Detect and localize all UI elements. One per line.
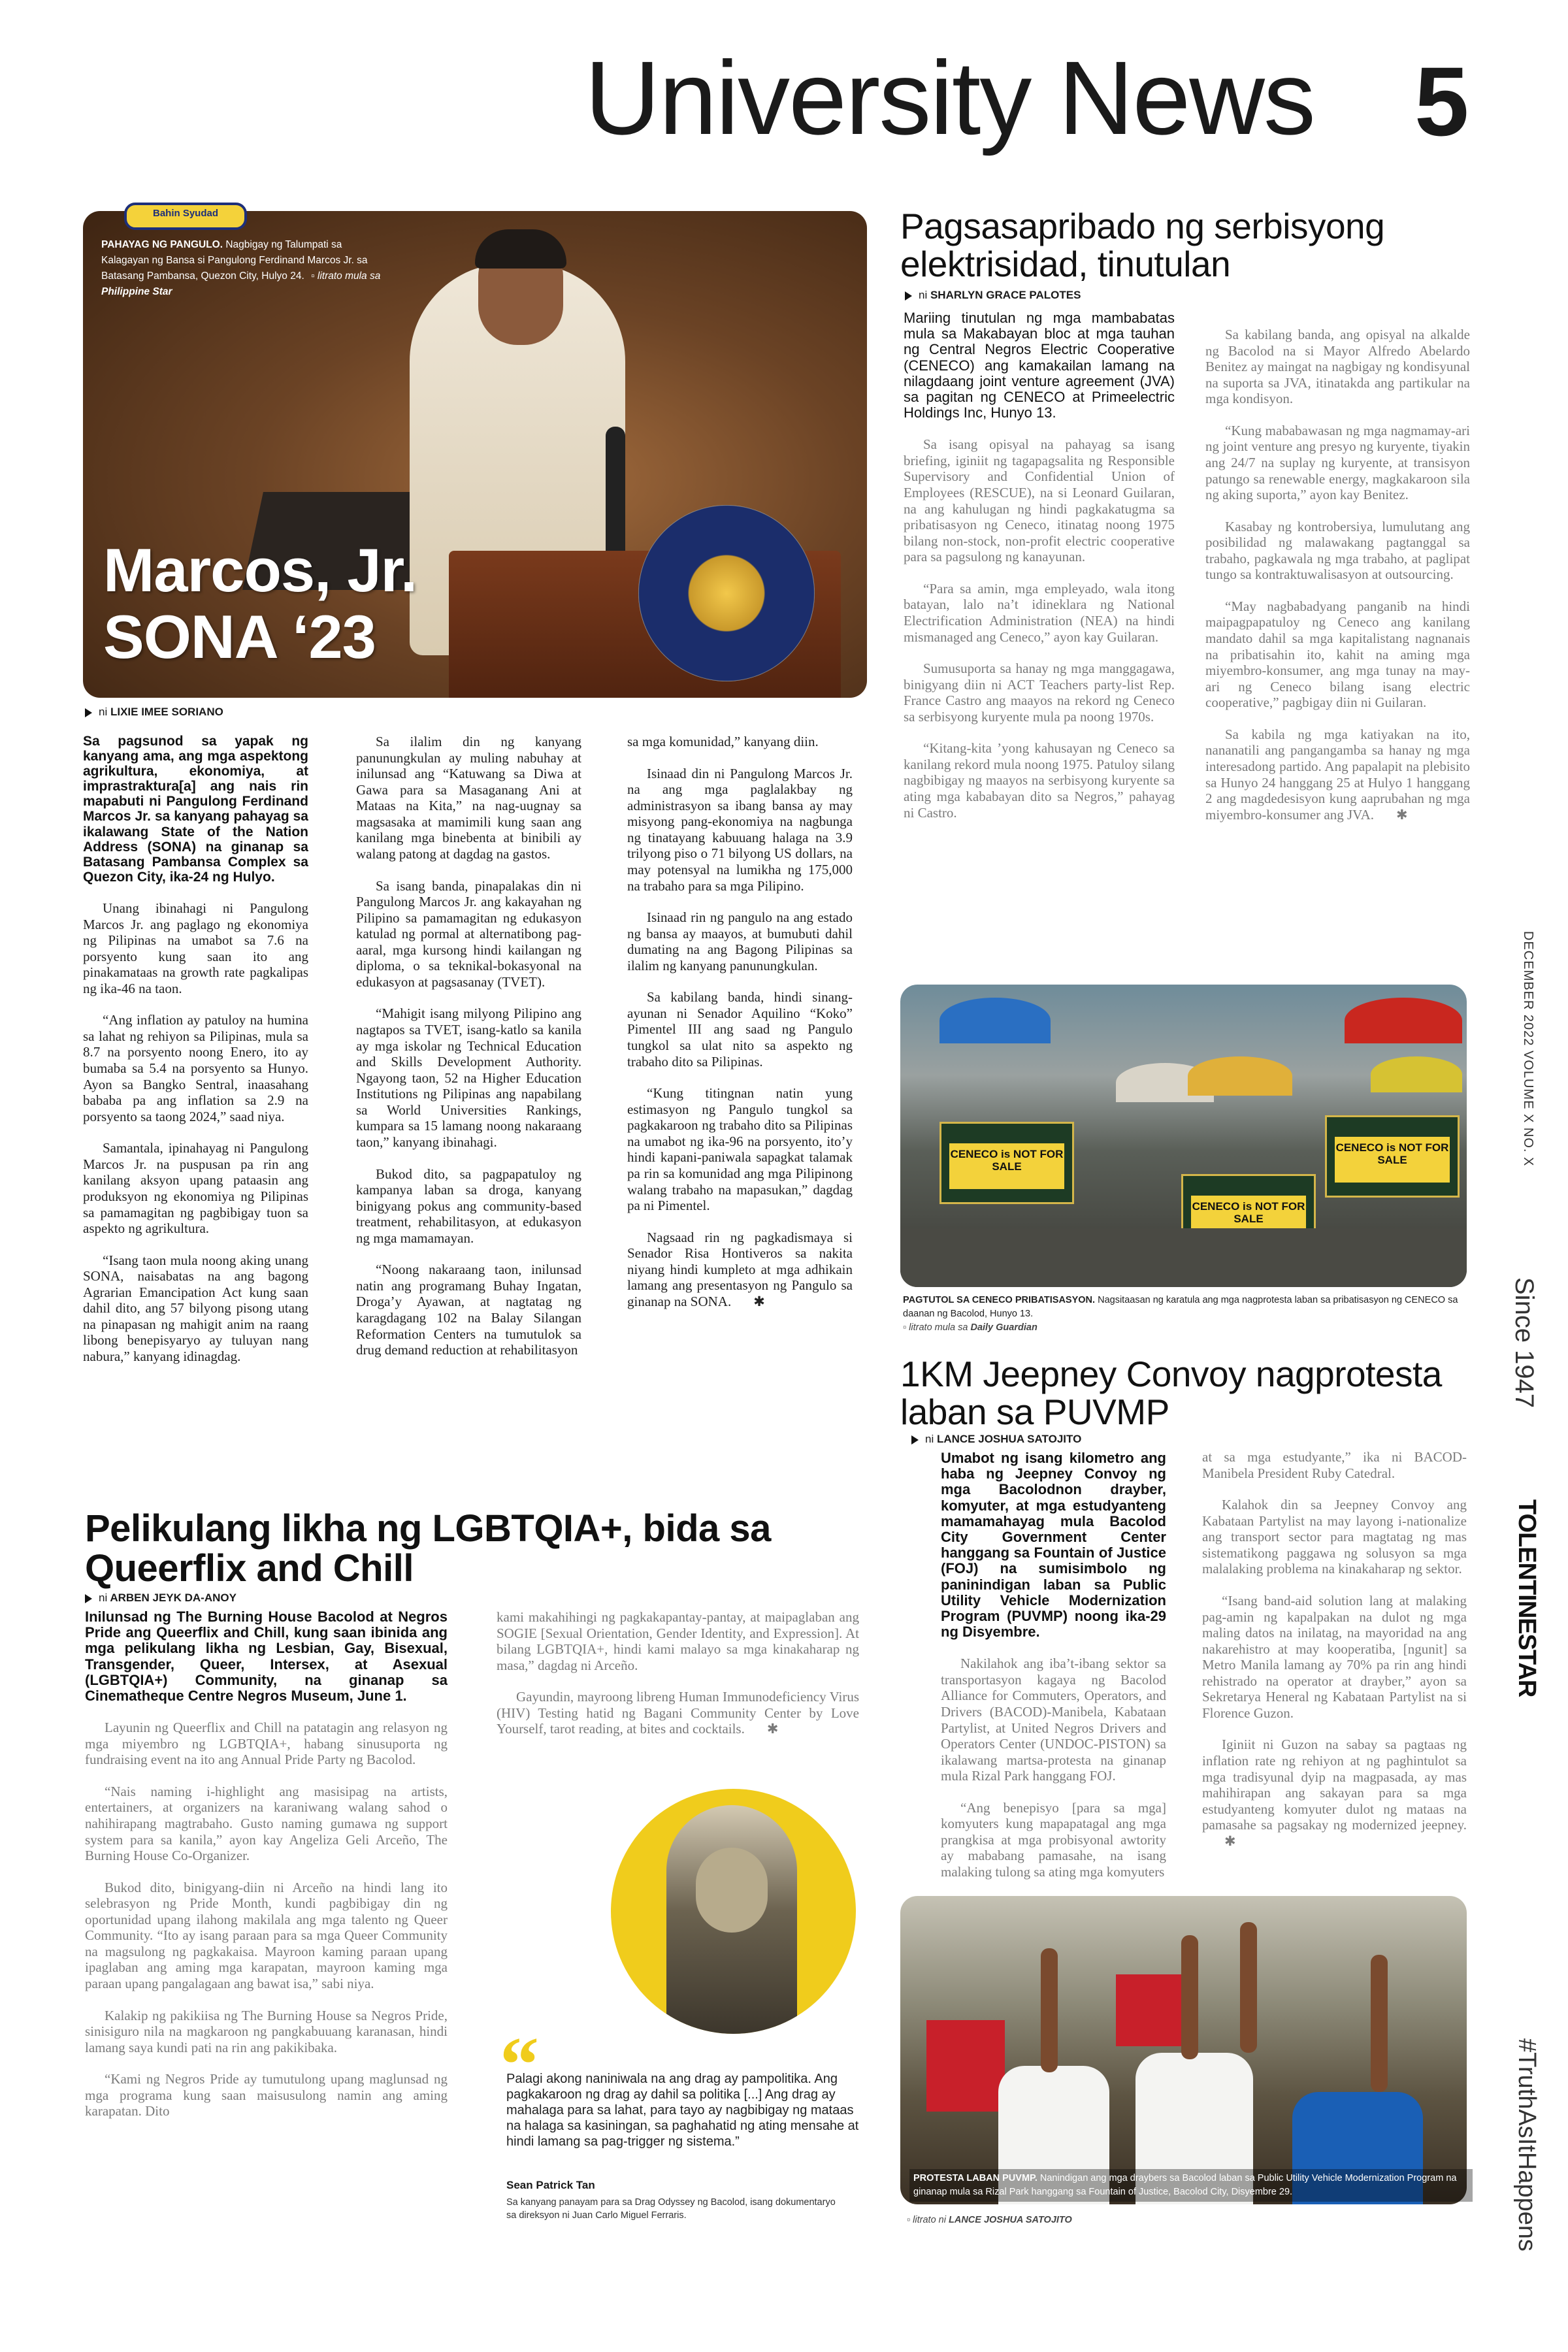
sona-paragraph: Bukod dito, sa pagpapatuloy ng kampanya laban sa droga, kanyang binigyang pokus ang community-based treatment, rehabilitasyon, at edukasyon ng mga mamamayan.	[356, 1166, 581, 1246]
jeepney-paragraph: “Ang benepisyo [para sa mga] komyuters kung mapapatagal ang mga prangkisa at mga probisyonal awtority ay mababang pamasahe, na isang malaking tulong sa ating mga komyuters	[941, 1799, 1166, 1880]
performer-face	[696, 1848, 768, 1933]
protest-banner	[939, 1122, 1074, 1204]
issue-date-volume: DECEMBER 2022 VOLUME X NO. X	[1521, 931, 1535, 1167]
lgbt-paragraph	[497, 1689, 859, 1737]
umbrella-shape	[1188, 1056, 1292, 1096]
sona-byline	[85, 706, 223, 719]
umbrella-shape	[1345, 998, 1462, 1043]
ceneco-credit-prefix: litrato mula sa	[909, 1322, 968, 1333]
ceneco-paragraph: Sa kabilang banda, ang opisyal na alkalde ng Bacolod na si Mayor Alfredo Abelardo Benitez ay maingat na nagbigay ng kondisyunal na suporta sa JVA, itinatakda ang partikular na mga kondisyon.	[1205, 327, 1470, 407]
end-mark-icon: ✱	[1224, 1833, 1236, 1849]
lgbt-column-2	[497, 1609, 859, 1753]
byline-author: LIXIE IMEE SORIANO	[110, 706, 223, 718]
jeepney-protest-photo	[900, 1896, 1467, 2204]
ceneco-paragraph: Sumusuporta sa hanay ng mga manggagawa, binigyang diin ni ACT Teachers party-list Rep. France Castro ang maayos na rekord ng Ceneco sa serbisyong kuryente mula pa noong 1970s.	[904, 661, 1175, 725]
section-logo-pill	[124, 203, 247, 230]
sona-column-2	[356, 734, 581, 1374]
sona-column-3	[627, 734, 853, 1325]
lgbt-paragraph: “Kami ng Negros Pride ay tumutulong upang maglunsad ng mga programa kung saan maisusulong namin ang aming karapatan. Dito	[85, 2071, 448, 2119]
ceneco-column-1	[904, 310, 1175, 836]
sona-paragraph: Sa ilalim din ng kanyang panunungkulan ay muling nabuhay at inilunsad ang “Katuwang sa Diwa at Gawa para sa Masaganang Ani at Mataas na Kita,” na nag-uugnay sa magsasaka at mamimili kung saan ang kanilang mga binebenta at binibili ay walang patong at dagdag na gastos.	[356, 734, 581, 862]
sona-photo-caption: PAHAYAG NG PANGULO. Nagbigay ng Talumpati sa Kalagayan ng Bansa si Pangulong Ferdinand Marcos Jr. sa Batasang Pambansa, Quezon City, Hulyo 24. ▫ litrato mula sa Philippine Star	[101, 239, 381, 298]
jeepney-paragraph: at sa mga estudyante,” ika ni BACOD-Manibela President Ruby Catedral.	[1202, 1449, 1467, 1481]
ceneco-caption-text: Nagsitaasan ng karatula ang mga nagprotesta laban sa pribatisasyon ng CENECO sa daanan ng Bacolod, Hunyo 13.	[903, 1295, 1458, 1320]
lgbt-last-paragraph: Gayundin, mayroong libreng Human Immunodeficiency Virus (HIV) Testing hatid ng Bagani Community Center by Love Yourself, tarot reading, at bites and cocktails.	[497, 1689, 859, 1737]
byline-author: ARBEN JEYK DA-ANOY	[110, 1592, 237, 1604]
raised-arm	[1181, 1935, 1198, 2059]
sona-caption-bold: PAHAYAG NG PANGULO.	[101, 239, 223, 250]
sona-paragraph: Unang ibinahagi ni Pangulong Marcos Jr. ang paglago ng ekonomiya ng Pilipinas na umabot sa 7.6 na porsyento kung saan ito ang pinakamataas na growth rate pagkalipas ng ika-46 na taon.	[83, 900, 308, 996]
protest-banner	[1325, 1115, 1460, 1198]
sona-column-1	[83, 734, 308, 1380]
sona-last-paragraph: Nagsaad rin ng pagkadismaya si Senador Risa Hontiveros sa nakita niyang hindi kumpleto at mga adhikain lamang ang presentasyon ng Pangulo sa ginanap na SONA.	[627, 1229, 853, 1309]
raised-arm	[1371, 1955, 1388, 2092]
ceneco-paragraph: Kasabay ng kontrobersiya, lumulutang ang posibilidad ng malawakang pagtanggal sa trabaho, pagkawala ng mga trabaho, at paglipat tungo sa kontraktuwalisasyon at outsourcing.	[1205, 518, 1470, 583]
sona-paragraph	[627, 1230, 853, 1310]
byline-triangle-icon	[911, 1435, 919, 1445]
sona-paragraph: Sa kabilang banda, hindi sinang-ayunan ni Senador Aquilino “Koko” Pimentel III ang saad ng Pangulo tungkol sa ulat nito sa aspekto ng trabaho dito sa Pilipinas.	[627, 989, 853, 1070]
jeepney-last-paragraph: Iginiit ni Guzon na sabay sa pagtaas ng inflation rate ng rehiyon at ng paghintulot sa mga tradisyunal dyip na magpasada, ay mas mahihirapan ang sakayan para sa mga estudyanteng komyuter dulot ng mataas na pamasahe sa pagsakay ng modernized jeepney.	[1202, 1737, 1467, 1833]
byline-prefix: ni	[925, 1433, 934, 1445]
lgbt-headline: Pelikulang likha ng LGBTQIA+, bida sa Queerflix and Chill	[85, 1507, 771, 1590]
umbrella-shape	[939, 998, 1051, 1043]
sona-paragraph: “Isang taon mula noong aking unang SONA, naisabatas na ang bagong Agrarian Emancipation Act kung saan dahil dito, ang 57 bilyong pisong utang na pinapasan ng mahigit anim na raang libong benepisyaryo ay tuluyan nang nabura,” kanyang idinagdag.	[83, 1252, 308, 1364]
sona-credit: Philippine Star	[101, 286, 172, 298]
jeepney-caption-bold: PROTESTA LABAN PUVMP.	[913, 2173, 1037, 2183]
ceneco-paragraph	[1205, 727, 1470, 823]
ceneco-byline	[905, 289, 1081, 302]
masthead-title-light: News	[1058, 39, 1315, 156]
jeepney-paragraph: Nakilahok ang iba’t-ibang sektor sa transportasyon kagaya ng Bacolod Alliance for Commuters, Operators, and Drivers (BACOD)-Manibela, Kabataan Partylist, at United Negros Drivers and Operators Center (UNDOC-PISTON) sa ikalawang martsa-protesta na ginanap mula Rizal Park hanggang FOJ.	[941, 1656, 1166, 1784]
ceneco-column-2	[1205, 327, 1470, 838]
jeepney-byline	[911, 1433, 1081, 1446]
sona-paragraph: Samantala, ipinahayag ni Pangulong Marcos Jr. na puspusan pa rin ang kanilang aksyon upang pataasin ang produksyon ng ekonomiya ng Pilipinas sa pamamagitan ng pagbibigay tuon sa aspekto ng agrikultura.	[83, 1140, 308, 1237]
jeepney-credit: LANCE JOSHUA SATOJITO	[948, 2215, 1072, 2225]
speaker-hair	[475, 229, 566, 269]
since-year: Since 1947	[1510, 1277, 1539, 1409]
byline-prefix: ni	[99, 1592, 108, 1604]
drag-performer-photo	[611, 1789, 856, 2034]
ceneco-paragraph: “Kung mababawasan ng mga nagmamay-ari ng joint venture ang presyo ng kuryente, tiyakin ang 24/7 na suplay ng kuryente, at transisyon patungo sa renewable energy, magkakaroon sila ng aking suporta,” ayon kay Benitez.	[1205, 422, 1470, 503]
protest-sign	[1335, 1137, 1450, 1183]
protest-flag	[1116, 1974, 1188, 2046]
byline-author: LANCE JOSHUA SATOJITO	[936, 1433, 1082, 1445]
jeepney-column-2	[1202, 1449, 1467, 1865]
end-mark-icon: ✱	[753, 1293, 765, 1309]
jeepney-photo-credit: ▫ litrato ni LANCE JOSHUA SATOJITO	[907, 2215, 1072, 2225]
ceneco-paragraph: “May nagbabadyang panganib na hindi maipagpapatuloy ng Ceneco ang kanilang mandato dahil sa mga kapitalistang nagnanais na pribatisahin ito, kahit na aming mga miyembro-konsumer, ang mga tunay na may-ari ng Ceneco bilang isang electric cooperative,” pagbigay diin ni Guilaran.	[1205, 598, 1470, 711]
sona-paragraph: Isinaad din ni Pangulong Marcos Jr. na ang mga paglalakbay ng administrasyon sa ibang bansa ay may misyong pang-ekonomiya na nagbunga ng tinatayang kabuuang halaga na 3.9 trilyong piso o 71 bilyong US dollars, na may potensyal na lumikha ng 175,000 na trabaho para sa mga Pilipino.	[627, 765, 853, 894]
masthead-title	[585, 39, 1315, 156]
microphone-icon	[606, 427, 625, 570]
lgbt-paragraph: Bukod dito, binigyang-diin ni Arceño na hindi lang ito selebrasyon ng Pride Month, kundi pagbibigay din ng oportunidad upang ilahong makilala ang mga talento ng Queer Community. “Ito ay isang paraan para sa mga Queer Community na magsulong ng pagkakaisa. Mayroon kaming paraan upang ipaglaban ang aming mga karapatan, mayroon kaming mga paraan upang pangalagaan ang bawat isa,” sabi niya.	[85, 1879, 448, 1991]
quote-description: Sa kanyang panayam para sa Drag Odyssey ng Bacolod, isang dokumentaryo sa direksyon ni Juan Carlo Miguel Ferraris.	[506, 2197, 836, 2221]
sona-credit-prefix: litrato mula sa	[317, 270, 381, 282]
jeepney-lead: Umabot ng isang kilometro ang haba ng Jeepney Convoy ng mga Bacolodnon drayber, komyuter, at mga estudyanteng mamamahayag mula Bacolod City Government Center hanggang sa Fountain of Justice (FOJ) na sumisimbolo ng paninindigan laban sa Public Utility Vehicle Modernization Program (PUVMP) noong ika-29 ng Disyembre.	[941, 1450, 1166, 1641]
jeepney-paragraph: Kalahok din sa Jeepney Convoy ang Kabataan Partylist na may layong i-nationalize ang transport sector para magtatag ng mas sistematikong paggawa ng solusyon sa mga malalaking problema na kinakaharap ng sektor.	[1202, 1497, 1467, 1577]
presidential-seal-icon	[638, 505, 815, 681]
sona-caption-text: Nagbigay ng Talumpati sa Kalagayan ng Bansa si Pangulong Ferdinand Marcos Jr. sa Batasang Pambansa, Quezon City, Hulyo 24.	[101, 239, 368, 282]
ceneco-paragraph: Sa isang opisyal na pahayag sa isang briefing, iginiit ng tagapagsalita ng Responsible Supervisory and Confidential Union of Employees (RESCUE), na si Leonard Guilaran, na ang kahulugan ng hindi pagkakatugma sa pribatisasyon ng Ceneco, itinatag noong 1975 bilang non-stock, non-profit electric cooperative para sa pagsulong ng kanayunan.	[904, 436, 1175, 565]
street-ground	[900, 1228, 1467, 1287]
byline-triangle-icon	[85, 708, 92, 717]
ceneco-paragraph: “Para sa amin, mga empleyado, wala itong batayan, lalo na’t idineklara ng National Electrification Administration (NEA) na hindi mismanaged ang Ceneco,” ayon kay Guilaran.	[904, 580, 1175, 645]
sona-paragraph: “Noong nakaraang taon, inilunsad natin ang programang Buhay Ingatan, Droga’y Ayawan, at nagtatag ng karagdagang 102 na Balay Silangan Reformation Centers na tumutulok sa drug demand reduction at rehabilitasyon	[356, 1262, 581, 1358]
raised-arm	[1041, 1948, 1058, 2072]
page-number: 5	[1414, 46, 1469, 156]
byline-triangle-icon	[905, 291, 912, 301]
sona-paragraph: “Kung titingnan natin yung estimasyon ng Pangulo tungkol sa pagkakaroon ng trabaho dito sa Pilipinas na umabot ng ika-96 na porsyento, ito’y hindi kapani-paniwala sapagkat talamak pa rin sa komunidad ang mga Pilipinong walang trabaho na mapasukan,” dagdag pa ni Pimentel.	[627, 1085, 853, 1214]
jeepney-credit-prefix: litrato ni	[913, 2215, 946, 2225]
byline-prefix: ni	[99, 706, 108, 718]
sona-paragraph: Isinaad rin ng pangulo na ang estado ng bansa ay maayos, at bumubuti dahil dumating na ang Bagong Pilipinas sa ilalim ng kanyang panunungkulan.	[627, 909, 853, 973]
jeepney-column-1	[941, 1450, 1166, 1896]
sona-paragraph: “Mahigit isang milyong Pilipino ang nagtapos sa TVET, isang-katlo sa kanila ay mga iskolar ng Technical Education and Skills Development Authority. Ngayong taon, 52 na Higher Education Institutions ng Pilipinas ang napabilang sa World Universities Rankings, kumpara sa 15 lamang noong nakaraang taon,” kanyang ibinahagi.	[356, 1005, 581, 1150]
lgbt-paragraph: kami makahihingi ng pagkakapantay-pantay, at maipaglaban ang SOGIE [Sexual Orientation, Gender Identity, and Expression]. At bilang LGBTQIA+, hindi kami malayo sa mga kinakaharap ng masa,” dagdag ni Arceño.	[497, 1609, 859, 1673]
ceneco-caption-bold: PAGTUTOL SA CENECO PRIBATISASYON.	[903, 1295, 1096, 1305]
end-mark-icon: ✱	[1396, 806, 1408, 823]
jeepney-caption-text: Nanindigan ang mga draybers sa Bacolod laban sa Public Utility Vehicle Modernization Program na ginanap mula sa Rizal Park hanggang sa Fountain of Justice, Bacolod City, Disyembre 29.	[913, 2173, 1457, 2198]
ceneco-paragraph: “Kitang-kita ’yong kahusayan ng Ceneco sa kanilang rekord mula noong 1975. Patuloy silang nagbibigay ng maayos na serbisyong kuryente sa ating mga kababayan dito sa Negros,” pahayag ni Castro.	[904, 740, 1175, 821]
lgbt-paragraph: Layunin ng Queerflix and Chill na patatagin ang relasyon ng mga miyembro ng LGBTQIA+, habang sinusuporta ng fundraising event na ito ang Annual Pride Party ng Bacolod.	[85, 1720, 448, 1768]
lgbt-column-1	[85, 1609, 448, 2135]
umbrella-shape	[1371, 1056, 1462, 1092]
jeepney-paragraph	[1202, 1737, 1467, 1849]
section-logo-text: Bahin Syudad	[152, 208, 218, 219]
quote-mark-icon: “	[500, 2021, 539, 2108]
sona-paragraph: Sa isang banda, pinapalakas din ni Pangulong Marcos Jr. ang kakayahan ng Pilipino sa pamamagitan ng edukasyon katulad ng pormal at alternatibong pag-aaral, mga kursong hindi kailangan ng diploma, o sa teknikal-bokasyonal na edukasyon at pagsasanay (TVET).	[356, 877, 581, 990]
end-mark-icon: ✱	[766, 1721, 779, 1737]
hashtag: #TruthAsItHappens	[1513, 2038, 1541, 2251]
ceneco-protest-photo	[900, 985, 1467, 1287]
byline-prefix: ni	[919, 289, 928, 301]
jeepney-photo-caption	[909, 2169, 1473, 2202]
lgbt-paragraph: “Nais naming i-highlight ang masisipag na artists, entertainers, at organizers na karaniwang walang sahod o nahihirapang magtrabaho. Gusto naming gumawa ng support system para sa kanila,” ayon kay Angeliza Geli Arceño, The Burning House Co-Organizer.	[85, 1783, 448, 1864]
protest-sign-text: CENECO is NOT FOR SALE	[950, 1148, 1064, 1173]
protest-sign-text: CENECO is NOT FOR SALE	[1335, 1141, 1449, 1166]
pull-quote: Palagi akong naniniwala na ang drag ay pampolitika. Ang pagkakaroon ng drag ay dahil sa politika [...] Ang drag ay mahalaga para sa lahat, para tayo ay nagbibigay ng mataas na halaga sa kasiningan, sa paghahatid ng ating mensahe at hindi lamang sa pag-trigger ng sistema.”	[506, 2072, 859, 2149]
protest-sign	[949, 1143, 1064, 1189]
ceneco-headline: Pagsasapribado ng serbisyong elektrisidad, tinutulan	[900, 206, 1385, 284]
sona-lead: Sa pagsunod sa yapak ng kanyang ama, ang mga aspektong agrikultura, ekonomiya, at imprastraktura[a] ang nais rin mapabuti ni Pangulong Ferdinand Marcos Jr. sa kanyang pahayag sa ikalawang State of the Nation Address (SONA) na ginanap sa Batasang Pambansa Complex sa Quezon City, ika-24 ng Hulyo.	[83, 734, 308, 885]
publication-brand: TOLENTINESTAR	[1513, 1499, 1541, 1697]
ceneco-lead: Mariing tinutulan ng mga mambabatas mula sa Makabayan bloc at mga tauhan ng Central Negros Electric Cooperative (CENECO) ang kamakailan lamang na nilagdaang joint venture agreement (JVA) sa pagitan ng CENECO at Primeelectric Holdings Inc, Hunyo 13.	[904, 310, 1175, 421]
sona-paragraph: “Ang inflation ay patuloy na humina sa lahat ng rehiyon sa Pilipinas, mula sa 8.7 na porsyento noong Enero, ito ay bumaba sa 5.4 na porsyento sa Hunyo. Ayon sa Bangko Sentral, inaasahang bababa pa ang inflation sa 2.9 na porsyento sa taong 2024,” saad niya.	[83, 1012, 308, 1124]
ceneco-last-paragraph: Sa kabila ng mga katiyakan na ito, nananatili ang pangangamba sa hanay ng mga interesadong partido. Ang papalapit na plebisito sa Hunyo 24 hanggang 25 at Hulyo 1 hanggang 2 ang magdedesisyon kung aaprubahan ng mga miyembro-konsumer ang JVA.	[1205, 726, 1470, 823]
byline-triangle-icon	[85, 1594, 92, 1603]
masthead-title-bold: University	[585, 39, 1031, 156]
protest-flag	[926, 2020, 1005, 2112]
sona-paragraph: sa mga komunidad,” kanyang diin.	[627, 734, 819, 749]
protest-sign-text: CENECO is NOT FOR SALE	[1192, 1200, 1305, 1225]
lgbt-byline	[85, 1592, 237, 1605]
lgbt-paragraph: Kalakip ng pakikiisa ng The Burning House sa Negros Pride, sinisiguro nila na magkaroon ng pangkabuuang karanasan, hindi lamang saya kundi pati na rin ang pakikibaka.	[85, 2007, 448, 2055]
jeepney-paragraph: “Isang band-aid solution lang at malaking pag-amin ng kapalpakan na dulot ng mga maling datos na inilatag, na mayoridad na ang nakarehistro at may kooperatiba, [ngunit] sa Metro Manila lamang ay 70% pa rin ang hindi rehistrado na operator at drayber,” ayon sa Sekretarya Heneral ng Kabataan Partylist na si Florence Guzon.	[1202, 1592, 1467, 1721]
raised-arm	[1240, 1922, 1257, 2053]
ceneco-photo-caption: PAGTUTOL SA CENECO PRIBATISASYON. Nagsitaasan ng karatula ang mga nagprotesta laban sa pribatisasyon ng CENECO sa daanan ng Bacolod, Hunyo 13. ▫ litrato mula sa Daily Guardian	[903, 1295, 1458, 1333]
byline-author: SHARLYN GRACE PALOTES	[930, 289, 1081, 301]
ceneco-credit: Daily Guardian	[970, 1322, 1037, 1333]
sona-headline: Marcos, Jr. SONA ‘23	[103, 536, 417, 671]
jeepney-headline: 1KM Jeepney Convoy nagprotesta laban sa PUVMP	[900, 1354, 1442, 1432]
lgbt-lead: Inilunsad ng The Burning House Bacolod at Negros Pride ang Queerflix and Chill, kung saan ibinida ang mga pelikulang likha ng Lesbian, Gay, Bisexual, Transgender, Queer, Intersex, at Asexual (LGBTQIA+) Community, na ginanap sa Cinematheque Centre Negros Museum, June 1.	[85, 1609, 448, 1704]
quote-author: Sean Patrick Tan	[506, 2179, 595, 2191]
